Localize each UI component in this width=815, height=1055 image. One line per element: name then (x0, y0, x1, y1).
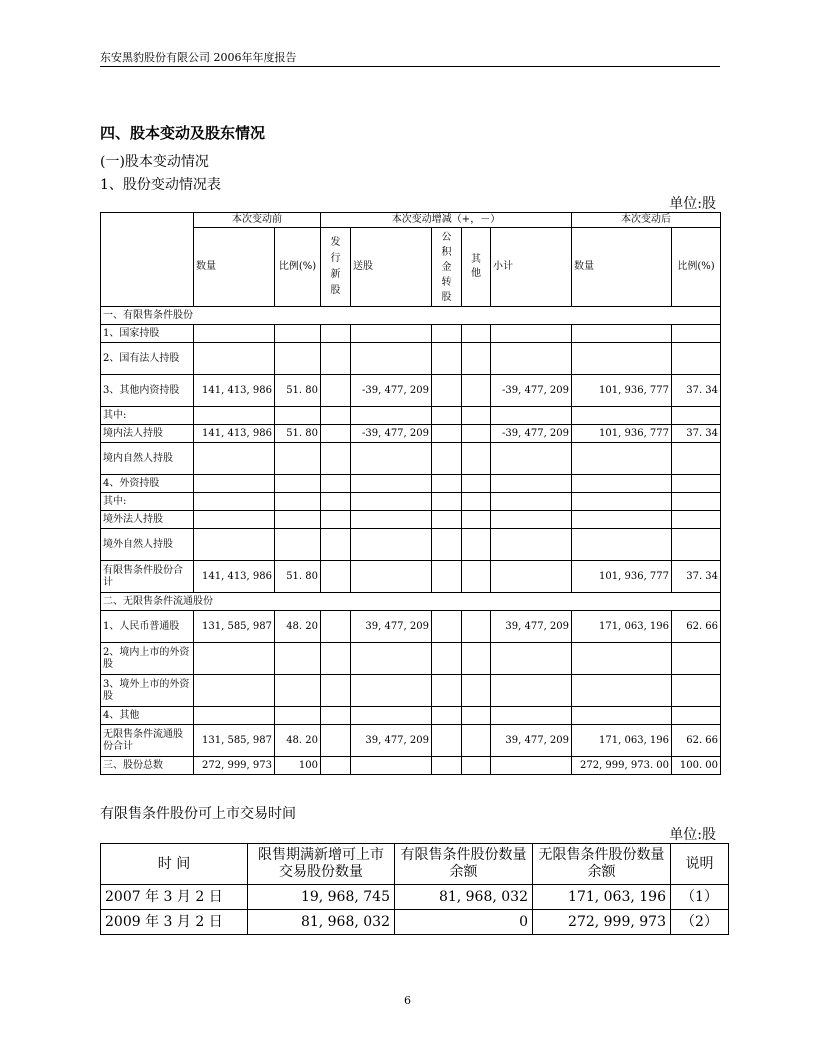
cell-other (462, 611, 491, 643)
cell-other (462, 643, 491, 675)
cell-subtotal: 39, 477, 209 (491, 611, 572, 643)
cell-reserve (432, 425, 462, 443)
cell-issue-new (321, 443, 351, 475)
cell-ratio (275, 343, 321, 375)
cell-ratio (275, 407, 321, 425)
cell-subtotal: -39, 477, 209 (491, 425, 572, 443)
table-row (101, 425, 721, 443)
col-header-ratio-text: 比例(%) (278, 261, 317, 272)
cell-other (462, 407, 491, 425)
table-row (101, 910, 729, 935)
table-row (101, 561, 721, 593)
cell-date: 2009 年 3 月 2 日 (101, 910, 248, 935)
cell-qty-after (572, 493, 672, 511)
row-label: 三、股份总数 (101, 757, 194, 775)
cell-ratio (275, 443, 321, 475)
cell-reserve (432, 561, 462, 593)
cell-qty-after (572, 707, 672, 725)
col-header-other-text: 其他 (471, 254, 481, 279)
col-header-bonus: 送股 (351, 228, 432, 307)
cell-qty (194, 675, 275, 707)
cell-bonus: -39, 477, 209 (351, 375, 432, 407)
cell-bonus (351, 529, 432, 561)
unit-label-2: 单位:股 (669, 827, 716, 843)
cell-issue-new (321, 511, 351, 529)
table-row (101, 511, 721, 529)
cell-ratio (275, 529, 321, 561)
col-header-ratio (275, 228, 321, 307)
cell-subtotal (491, 475, 572, 493)
cell-issue-new (321, 611, 351, 643)
row-label: 无限售条件流通股份合计 (101, 725, 194, 757)
section-2-title: 有限售条件股份可上市交易时间 (100, 806, 296, 822)
cell-qty-after (572, 443, 672, 475)
cell-ratio (275, 325, 321, 343)
cell-ratio-after (672, 343, 721, 375)
cell-qty (194, 325, 275, 343)
cell-reserve (432, 757, 462, 775)
cell-qty-after (572, 343, 672, 375)
row-label: 境内自然人持股 (101, 443, 194, 475)
cell-ratio: 51. 80 (275, 425, 321, 443)
cell-bonus (351, 325, 432, 343)
cell-new-tradable: 81, 968, 032 (248, 910, 395, 935)
cell-ratio-after: 37. 34 (672, 425, 721, 443)
cell-reserve (432, 407, 462, 425)
cell-ratio: 51. 80 (275, 375, 321, 407)
cell-subtotal (491, 325, 572, 343)
header-blank-cell (101, 213, 194, 307)
cell-subtotal (491, 443, 572, 475)
table-row (101, 529, 721, 561)
cell-ratio-after: 62. 66 (672, 725, 721, 757)
cell-qty-after (572, 407, 672, 425)
table-row (101, 343, 721, 375)
section-title: 四、股本变动及股东情况 (100, 124, 266, 142)
row-label: 2、国有法人持股 (101, 343, 194, 375)
cell-qty (194, 511, 275, 529)
row-label: 3、境外上市的外资股 (101, 675, 194, 707)
cell-reserve (432, 511, 462, 529)
cell-reserve (432, 443, 462, 475)
table-row (101, 707, 721, 725)
cell-qty: 131, 585, 987 (194, 725, 275, 757)
cell-issue-new (321, 425, 351, 443)
col-header-qty: 数量 (194, 228, 275, 307)
table-row (101, 375, 721, 407)
cell-ratio-after (672, 475, 721, 493)
row-label: 境外自然人持股 (101, 529, 194, 561)
cell-issue-new (321, 757, 351, 775)
table-row (101, 757, 721, 775)
row-label: 4、其他 (101, 707, 194, 725)
cell-ratio-after (672, 707, 721, 725)
cell-reserve (432, 643, 462, 675)
group-header-before: 本次变动前 (194, 213, 321, 228)
row-label: 有限售条件股份合计 (101, 561, 194, 593)
cell-ratio-after (672, 325, 721, 343)
cell-ratio: 48. 20 (275, 725, 321, 757)
cell-issue-new (321, 375, 351, 407)
cell-other (462, 443, 491, 475)
cell-bonus (351, 343, 432, 375)
cell-subtotal (491, 407, 572, 425)
cell-ratio (275, 675, 321, 707)
cell-ratio-after (672, 675, 721, 707)
cell-ratio: 51. 80 (275, 561, 321, 593)
cell-subtotal (491, 561, 572, 593)
share-change-table (100, 212, 721, 775)
cell-bonus (351, 561, 432, 593)
header-rule (100, 66, 720, 67)
cell-issue-new (321, 643, 351, 675)
cell-ratio-after: 62. 66 (672, 611, 721, 643)
cell-qty-after (572, 475, 672, 493)
cell-bonus (351, 493, 432, 511)
cell-subtotal (491, 529, 572, 561)
cell-issue-new (321, 675, 351, 707)
group-header-after: 本次变动后 (572, 213, 721, 228)
cell-ratio (275, 707, 321, 725)
cell-ratio (275, 475, 321, 493)
cell-qty (194, 707, 275, 725)
table-row (101, 885, 729, 910)
cell-qty-after (572, 675, 672, 707)
cell-bonus: 39, 477, 209 (351, 611, 432, 643)
row-label: 其中: (101, 407, 194, 425)
cell-qty (194, 407, 275, 425)
page-header: 东安黑豹股份有限公司 2006年年度报告 (100, 51, 297, 64)
cell-issue-new (321, 725, 351, 757)
section-row (101, 307, 721, 325)
cell-bonus (351, 757, 432, 775)
row-label: 境外法人持股 (101, 511, 194, 529)
cell-qty-after (572, 529, 672, 561)
cell-ratio-after (672, 443, 721, 475)
cell-qty (194, 529, 275, 561)
table-row (101, 493, 721, 511)
cell-ratio-after (672, 529, 721, 561)
cell-note: （2） (671, 910, 729, 935)
cell-qty-after (572, 325, 672, 343)
cell-subtotal (491, 707, 572, 725)
cell-other (462, 757, 491, 775)
cell-other (462, 493, 491, 511)
cell-ratio-after: 100. 00 (672, 757, 721, 775)
cell-qty-after (572, 511, 672, 529)
table-row (101, 407, 721, 425)
cell-qty-after: 171, 063, 196 (572, 611, 672, 643)
cell-note: （1） (671, 885, 729, 910)
row-label: 境内法人持股 (101, 425, 194, 443)
header-unrestricted-balance: 无限售条件股份数量余额 (533, 844, 671, 885)
subsection-title: (一)股本变动情况 (100, 154, 209, 170)
header-note: 说明 (671, 844, 729, 885)
cell-reserve (432, 707, 462, 725)
table-row (101, 611, 721, 643)
cell-issue-new (321, 493, 351, 511)
cell-restricted-balance: 0 (395, 910, 533, 935)
cell-other (462, 425, 491, 443)
cell-subtotal (491, 343, 572, 375)
cell-unrestricted-balance: 171, 063, 196 (533, 885, 671, 910)
unit-label: 单位:股 (669, 196, 716, 212)
table-row (101, 443, 721, 475)
cell-qty-after: 171, 063, 196 (572, 725, 672, 757)
cell-bonus: 39, 477, 209 (351, 725, 432, 757)
cell-subtotal (491, 675, 572, 707)
cell-date: 2007 年 3 月 2 日 (101, 885, 248, 910)
cell-ratio-after: 37. 34 (672, 561, 721, 593)
cell-bonus (351, 643, 432, 675)
table-row (101, 475, 721, 493)
cell-issue-new (321, 475, 351, 493)
col-header-qty-after: 数量 (572, 228, 672, 307)
cell-ratio-after (672, 407, 721, 425)
cell-reserve (432, 343, 462, 375)
cell-qty: 141, 413, 986 (194, 561, 275, 593)
cell-other (462, 325, 491, 343)
cell-issue-new (321, 325, 351, 343)
cell-other (462, 343, 491, 375)
row-label: 2、境内上市的外资股 (101, 643, 194, 675)
row-label: 其中: (101, 493, 194, 511)
cell-reserve (432, 529, 462, 561)
cell-subtotal (491, 643, 572, 675)
cell-issue-new (321, 407, 351, 425)
cell-qty (194, 343, 275, 375)
cell-reserve (432, 325, 462, 343)
col-header-issue-new-text: 发行新股 (330, 237, 341, 296)
table-row (101, 725, 721, 757)
cell-new-tradable: 19, 968, 745 (248, 885, 395, 910)
col-header-other (462, 228, 491, 307)
cell-bonus (351, 675, 432, 707)
cell-ratio (275, 493, 321, 511)
cell-ratio-after: 37. 34 (672, 375, 721, 407)
cell-reserve (432, 375, 462, 407)
page-number: 6 (404, 994, 411, 1007)
cell-qty-after: 272, 999, 973. 00 (572, 757, 672, 775)
col-header-ratio-after (672, 228, 721, 307)
cell-qty (194, 643, 275, 675)
cell-reserve (432, 725, 462, 757)
cell-bonus (351, 443, 432, 475)
cell-subtotal (491, 511, 572, 529)
col-header-issue-new (321, 228, 351, 307)
cell-other (462, 675, 491, 707)
table-row (101, 325, 721, 343)
cell-qty (194, 443, 275, 475)
col-header-ratio-after-text: 比例(%) (677, 261, 715, 272)
cell-ratio (275, 511, 321, 529)
cell-other (462, 475, 491, 493)
section-row (101, 593, 721, 611)
cell-ratio-after (672, 493, 721, 511)
cell-other (462, 375, 491, 407)
cell-qty-after: 101, 936, 777 (572, 425, 672, 443)
header-time: 时 间 (101, 844, 248, 885)
cell-qty: 141, 413, 986 (194, 425, 275, 443)
col-header-reserve-text: 公积金转股 (441, 231, 452, 303)
cell-reserve (432, 675, 462, 707)
row-label: 1、人民币普通股 (101, 611, 194, 643)
section-row-label: 一、有限售条件股份 (101, 307, 721, 325)
cell-ratio-after (672, 511, 721, 529)
cell-subtotal: 39, 477, 209 (491, 725, 572, 757)
table-row (101, 675, 721, 707)
cell-ratio (275, 643, 321, 675)
cell-other (462, 725, 491, 757)
group-header-change: 本次变动增减（+，－） (321, 213, 572, 228)
cell-qty (194, 475, 275, 493)
cell-bonus (351, 475, 432, 493)
cell-other (462, 561, 491, 593)
cell-subtotal (491, 493, 572, 511)
row-label: 1、国家持股 (101, 325, 194, 343)
cell-subtotal: -39, 477, 209 (491, 375, 572, 407)
section-row-label: 二、无限售条件流通股份 (101, 593, 721, 611)
cell-bonus (351, 511, 432, 529)
table-row (101, 643, 721, 675)
row-label: 3、其他内资持股 (101, 375, 194, 407)
cell-qty: 131, 585, 987 (194, 611, 275, 643)
cell-issue-new (321, 561, 351, 593)
cell-qty-after (572, 643, 672, 675)
cell-bonus (351, 407, 432, 425)
cell-ratio-after (672, 643, 721, 675)
cell-issue-new (321, 707, 351, 725)
cell-reserve (432, 611, 462, 643)
cell-qty: 272, 999, 973 (194, 757, 275, 775)
cell-restricted-balance: 81, 968, 032 (395, 885, 533, 910)
cell-unrestricted-balance: 272, 999, 973 (533, 910, 671, 935)
table-caption: 1、股份变动情况表 (100, 177, 221, 193)
cell-reserve (432, 493, 462, 511)
col-header-reserve (432, 228, 462, 307)
cell-bonus (351, 707, 432, 725)
cell-issue-new (321, 529, 351, 561)
cell-other (462, 511, 491, 529)
trade-schedule-table (100, 843, 729, 935)
header-restricted-balance: 有限售条件股份数量余额 (395, 844, 533, 885)
cell-qty-after: 101, 936, 777 (572, 375, 672, 407)
cell-qty: 141, 413, 986 (194, 375, 275, 407)
cell-subtotal (491, 757, 572, 775)
cell-ratio: 100 (275, 757, 321, 775)
col-header-subtotal: 小计 (491, 228, 572, 307)
cell-ratio: 48. 20 (275, 611, 321, 643)
row-label: 4、外资持股 (101, 475, 194, 493)
cell-issue-new (321, 343, 351, 375)
header-new-tradable: 限售期满新增可上市交易股份数量 (248, 844, 395, 885)
cell-qty-after: 101, 936, 777 (572, 561, 672, 593)
cell-bonus: -39, 477, 209 (351, 425, 432, 443)
cell-reserve (432, 475, 462, 493)
cell-other (462, 529, 491, 561)
cell-other (462, 707, 491, 725)
cell-qty (194, 493, 275, 511)
